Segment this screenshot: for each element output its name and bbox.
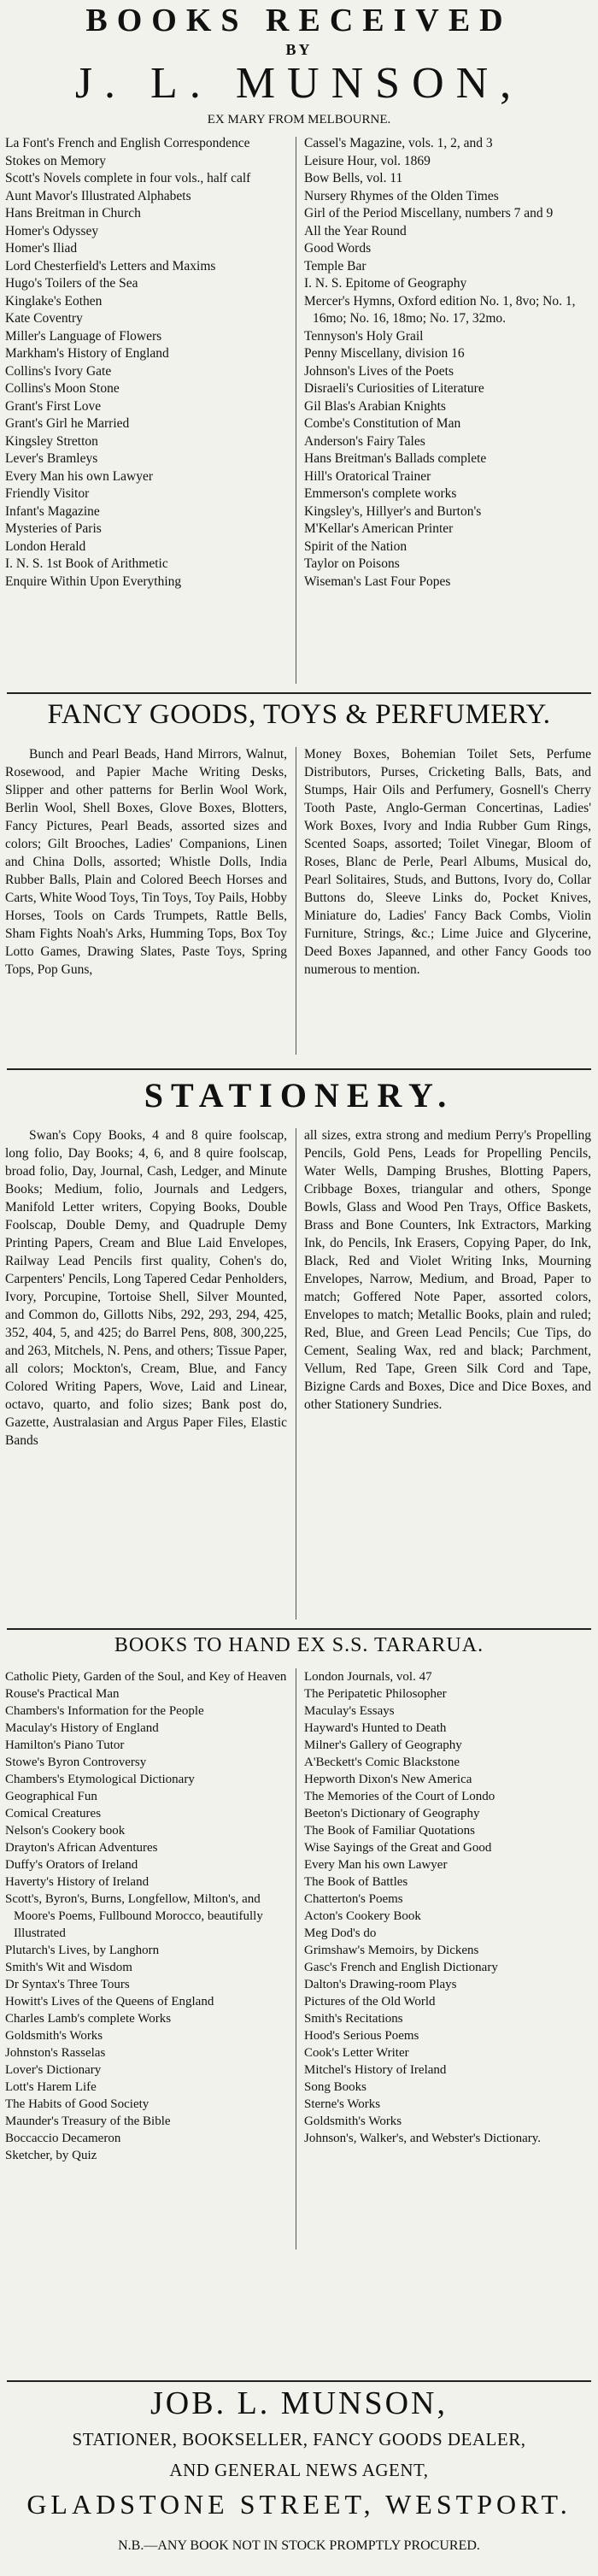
list-item: Boccaccio Decameron (5, 2132, 121, 2145)
list-item: Chatterton's Poems (304, 1892, 403, 1906)
list-item: Taylor on Poisons (304, 556, 400, 571)
list-item: Leisure Hour, vol. 1869 (304, 153, 431, 168)
list-item: Gil Blas's Arabian Knights (304, 398, 446, 414)
list-item: Maculay's Essays (304, 1704, 395, 1718)
list-item: Catholic Piety, Garden of the Soul, and Key of Heaven (5, 1670, 287, 1684)
fancy-goods-left (5, 745, 287, 979)
list-item: Maunder's Treasury of the Bible (5, 2114, 171, 2128)
list-item: Scott's, Byron's, Burns, Longfellow, Milton's, and Moore's Poems, Fullbound Morocco, beautifully Illustrated (5, 1892, 263, 1940)
footer-address: GLADSTONE STREET, WESTPORT. (26, 2489, 572, 2520)
list-item: The Memories of the Court of Londo (304, 1790, 495, 1803)
stationery-left-text: Swan's Copy Books, 4 and 8 quire foolscap, long folio, Day Books; 4, 6, and 8 quire foolscap, broad folio, Day, Journal, Cash, Ledger, and Minute Books; Medium, folio, Journals and Ledgers, Manifold Letter writers, Copying Books, Double Foolscap, Double Demy, and Quadruple Demy Printing Papers, Cream and Blue Laid Envelopes, Railway Lead Pencils first quality, Cohen's do, Carpenters' Pencils, Long Tapered Cedar Penholders, Ivory, Porcupine, Tortoise Shell, Silver Mounted, and Common do, Gillotts Nibs, 292, 293, 294, 425, 352, 404, 5, and 425; do Barrel Pens, 808, 300,225, and 263, Mitchels, N. Pens, and others; Tissue Paper, all colors; Mockton's, Cream, Blue, and Fancy Colored Writing Papers, Wove, Laid and Linear, octavo, quarto, and folio sizes; Bank post do, Gazette, Australasian and Argus Paper Files, Elastic Bands (5, 1128, 287, 1448)
list-item: Wise Sayings of the Great and Good (304, 1841, 492, 1855)
list-item: Grimshaw's Memoirs, by Dickens (304, 1944, 479, 1957)
books-received-title: BOOKS RECEIVED (85, 3, 513, 38)
list-item: Collins's Ivory Gate (5, 363, 112, 379)
list-item: Mitchel's History of Ireland (304, 2063, 447, 2077)
shipment-note: EX MARY FROM MELBOURNE. (207, 113, 391, 126)
list-item: Hill's Oratorical Trainer (304, 468, 431, 484)
fancy-goods-right-text: Money Boxes, Bohemian Toilet Sets, Perfume Distributors, Purses, Cricketing Balls, Bats, and Stumps, Hair Oils and Perfumery, Gosnell's Cherry Tooth Paste, Anglo-German Concertinas, Ladies' Work Boxes, Ivory and India Rubber Gum Rings, Scented Soaps, assorted; Toilet Vinegar, Bloom of Roses, Blanc de Perle, Pearl Albums, Musical do, Pearl Solitaires, Studs, and Buttons, Ivory do, Collar Buttons do, Sleeve Links do, Pocket Knives, Miniature do, Ladies' Fancy Back Combs, Violin Furniture, Strings, &c.; Lime Juice and Glycerine, Deed Boxes Japanned, and other Fancy Goods too numerous to mention. (304, 747, 591, 977)
section-rule (7, 692, 591, 694)
list-item: Infant's Magazine (5, 503, 100, 519)
list-item: Lever's Bramleys (5, 451, 98, 466)
list-item: Haverty's History of Ireland (5, 1875, 150, 1889)
list-item: Howitt's Lives of the Queens of England (5, 1995, 214, 2008)
list-item: Scott's Novels complete in four vols., half calf (5, 171, 251, 185)
footer-note: N.B.—ANY BOOK NOT IN STOCK PROMPTLY PROCURED. (118, 2538, 480, 2553)
stationery-right (304, 1126, 591, 1414)
list-item: Disraeli's Curiosities of Literature (304, 381, 484, 396)
list-item: Every Man his own Lawyer (304, 1858, 448, 1872)
list-item: Dalton's Drawing-room Plays (304, 1978, 457, 1991)
list-item: Hugo's Toilers of the Sea (5, 276, 138, 291)
list-item: Grant's First Love (5, 398, 102, 414)
list-item: Johnson's Lives of the Poets (304, 363, 454, 379)
list-item: Emmerson's complete works (304, 486, 457, 501)
list-item: Gasc's French and English Dictionary (304, 1961, 498, 1974)
list-item: M'Kellar's American Printer (304, 521, 454, 536)
list-item: Charles Lamb's complete Works (5, 2012, 172, 2026)
tararua-heading: BOOKS TO HAND EX S.S. TARARUA. (114, 1634, 484, 1656)
list-item: Beeton's Dictionary of Geography (304, 1807, 480, 1820)
list-item: Kate Coventry (5, 311, 83, 326)
list-item: Lott's Harem Life (5, 2080, 97, 2094)
list-item: Kingsley Stretton (5, 433, 98, 449)
list-item: Goldsmith's Works (5, 2029, 103, 2043)
list-item: Hans Breitman's Ballads complete (304, 451, 487, 466)
list-item: The Book of Battles (304, 1875, 408, 1889)
section-rule (7, 1068, 591, 1070)
list-item: Markham's History of England (5, 346, 169, 361)
list-item: Geographical Fun (5, 1790, 97, 1803)
list-item: Cook's Letter Writer (304, 2046, 409, 2060)
list-item: Lord Chesterfield's Letters and Maxims (5, 258, 216, 273)
list-item: London Herald (5, 538, 86, 554)
list-item: I. N. S. Epitome of Geography (304, 276, 467, 291)
by-label: BY (285, 41, 313, 58)
list-item: Dr Syntax's Three Tours (5, 1978, 130, 1991)
fancy-goods-right (304, 745, 591, 979)
list-item: Hood's Serious Poems (304, 2029, 419, 2043)
list-item: Rouse's Practical Man (5, 1687, 120, 1701)
list-item: Stokes on Memory (5, 153, 106, 168)
list-item: Nelson's Cookery book (5, 1824, 126, 1838)
list-item: Sterne's Works (304, 2097, 381, 2111)
footer-trade: STATIONER, BOOKSELLER, FANCY GOODS DEALER, (72, 2429, 526, 2450)
list-item: Hans Breitman in Church (5, 206, 141, 221)
list-item: Miller's Language of Flowers (5, 328, 162, 344)
list-item: The Peripatetic Philosopher (304, 1687, 447, 1701)
tararua-left-column (5, 1668, 289, 2164)
list-item: Good Words (304, 241, 372, 256)
list-item: Stowe's Byron Controversy (5, 1756, 147, 1769)
list-item: Homer's Odyssey (5, 223, 99, 238)
list-item: Plutarch's Lives, by Langhorn (5, 1944, 160, 1957)
list-item: Anderson's Fairy Tales (304, 433, 425, 449)
list-item: Acton's Cookery Book (304, 1909, 421, 1923)
section-rule (7, 2380, 591, 2382)
list-item: A'Beckett's Comic Blackstone (304, 1756, 460, 1769)
list-item: Hepworth Dixon's New America (304, 1773, 472, 1786)
fancy-goods-left-text: Bunch and Pearl Beads, Hand Mirrors, Walnut, Rosewood, and Papier Mache Writing Desks, Slipper and other patterns for Berlin Wool Work, Berlin Wool, Shell Boxes, Glove Boxes, Blotters, Fancy Pictures, Pearl Beads, assorted sizes and colors; Gilt Brooches, Ladies' Companions, Linen and China Dolls, assorted; Whistle Dolls, India Rubber Balls, Plain and Colored Beech Horses and Carts, White Wood Toys, Tin Toys, Toy Pails, Hobby Horses, Tools on Cards Trumpets, Rattle Bells, Sham Fights Noah's Arks, Humming Tops, Box Toy Lotto Games, Drawing Slates, Paste Toys, Spring Tops, Pop Guns, (5, 747, 287, 977)
list-item: Friendly Visitor (5, 486, 90, 501)
fancy-goods-heading: FANCY GOODS, TOYS & PERFUMERY. (47, 699, 551, 730)
list-item: All the Year Round (304, 223, 407, 238)
list-item: Pictures of the Old World (304, 1995, 436, 2008)
list-item: Chambers's Etymological Dictionary (5, 1773, 195, 1786)
list-item: Homer's Iliad (5, 241, 78, 256)
footer-agent: AND GENERAL NEWS AGENT, (169, 2460, 429, 2480)
list-item: Song Books (304, 2080, 366, 2094)
list-item: Aunt Mavor's Illustrated Alphabets (5, 188, 191, 203)
list-item: Duffy's Orators of Ireland (5, 1858, 138, 1872)
list-item: Cassel's Magazine, vols. 1, 2, and 3 (304, 136, 493, 150)
list-item: La Font's French and English Correspondence (5, 136, 250, 150)
list-item: Enquire Within Upon Everything (5, 573, 182, 589)
list-item: Lover's Dictionary (5, 2063, 102, 2077)
list-item: Milner's Gallery of Geography (304, 1738, 462, 1752)
list-item: Mercer's Hymns, Oxford edition No. 1, 8vo; No. 1, 16mo; No. 16, 18mo; No. 17, 32mo. (304, 293, 576, 326)
list-item: Johnson's, Walker's, and Webster's Dictionary. (304, 2132, 542, 2145)
tararua-right-column (304, 1668, 591, 2147)
list-item: Tennyson's Holy Grail (304, 328, 424, 344)
merchant-name: J. L. MUNSON, (74, 59, 524, 108)
list-item: Mysteries of Paris (5, 521, 102, 536)
list-item: Nursery Rhymes of the Olden Times (304, 188, 499, 203)
list-item: The Book of Familiar Quotations (304, 1824, 475, 1838)
list-item: Goldsmith's Works (304, 2114, 402, 2128)
list-item: Maculay's History of England (5, 1721, 159, 1735)
list-item: Bow Bells, vol. 11 (304, 171, 403, 185)
list-item: I. N. S. 1st Book of Arithmetic (5, 556, 168, 571)
list-item: Grant's Girl he Married (5, 416, 130, 431)
books-left-column (5, 135, 289, 591)
list-item: Smith's Wit and Wisdom (5, 1961, 132, 1974)
list-item: Meg Dod's do (304, 1926, 377, 1940)
list-item: London Journals, vol. 47 (304, 1670, 432, 1684)
list-item: Hayward's Hunted to Death (304, 1721, 447, 1735)
list-item: Every Man his own Lawyer (5, 468, 154, 484)
footer-name: JOB. L. MUNSON, (150, 2385, 448, 2421)
list-item: Smith's Recitations (304, 2012, 403, 2026)
list-item: Temple Bar (304, 258, 366, 273)
list-item: Johnston's Rasselas (5, 2046, 106, 2060)
list-item: Kinglake's Eothen (5, 293, 103, 309)
stationery-left (5, 1126, 287, 1450)
list-item: Hamilton's Piano Tutor (5, 1738, 125, 1752)
list-item: Sketcher, by Quiz (5, 2149, 97, 2162)
list-item: The Habits of Good Society (5, 2097, 150, 2111)
list-item: Chambers's Information for the People (5, 1704, 204, 1718)
section-rule (7, 1628, 591, 1630)
stationery-heading: STATIONERY. (144, 1076, 454, 1115)
list-item: Combe's Constitution of Man (304, 416, 461, 431)
list-item: Kingsley's, Hillyer's and Burton's (304, 503, 482, 519)
list-item: Penny Miscellany, division 16 (304, 346, 465, 361)
list-item: Spirit of the Nation (304, 538, 407, 554)
books-right-column (304, 135, 591, 591)
list-item: Girl of the Period Miscellany, numbers 7 and 9 (304, 206, 554, 221)
list-item: Comical Creatures (5, 1807, 102, 1820)
list-item: Collins's Moon Stone (5, 381, 120, 396)
list-item: Wiseman's Last Four Popes (304, 573, 451, 589)
list-item: Drayton's African Adventures (5, 1841, 158, 1855)
stationery-right-text: all sizes, extra strong and medium Perry's Propelling Pencils, Gold Pens, Leads for Propelling Pencils, Water Wells, Damping Brushes, Blotting Papers, Cribbage Boxes, triangular and others, Sponge Bowls, Glass and Wood Pen Trays, Office Baskets, Brass and Bone Counters, Ink Extractors, Marking Ink, do Pencils, Ink Erasers, Copying Paper, do Ink, Black, Red and Violet Writing Inks, Mourning Envelopes, Narrow, Medium, and Broad, Paper to match; Goffered Note Paper, assorted colors, Envelopes to match; Metallic Books, plain and ruled; Red, Blue, and Green Lead Pencils; Cue Tips, do Cement, Sealing Wax, red and black; Parchment, Vellum, Red Tape, Green Silk Cord and Tape, Bizigne Cards and Boxes, Dice and Dice Boxes, and other Stationery Sundries. (304, 1128, 591, 1412)
